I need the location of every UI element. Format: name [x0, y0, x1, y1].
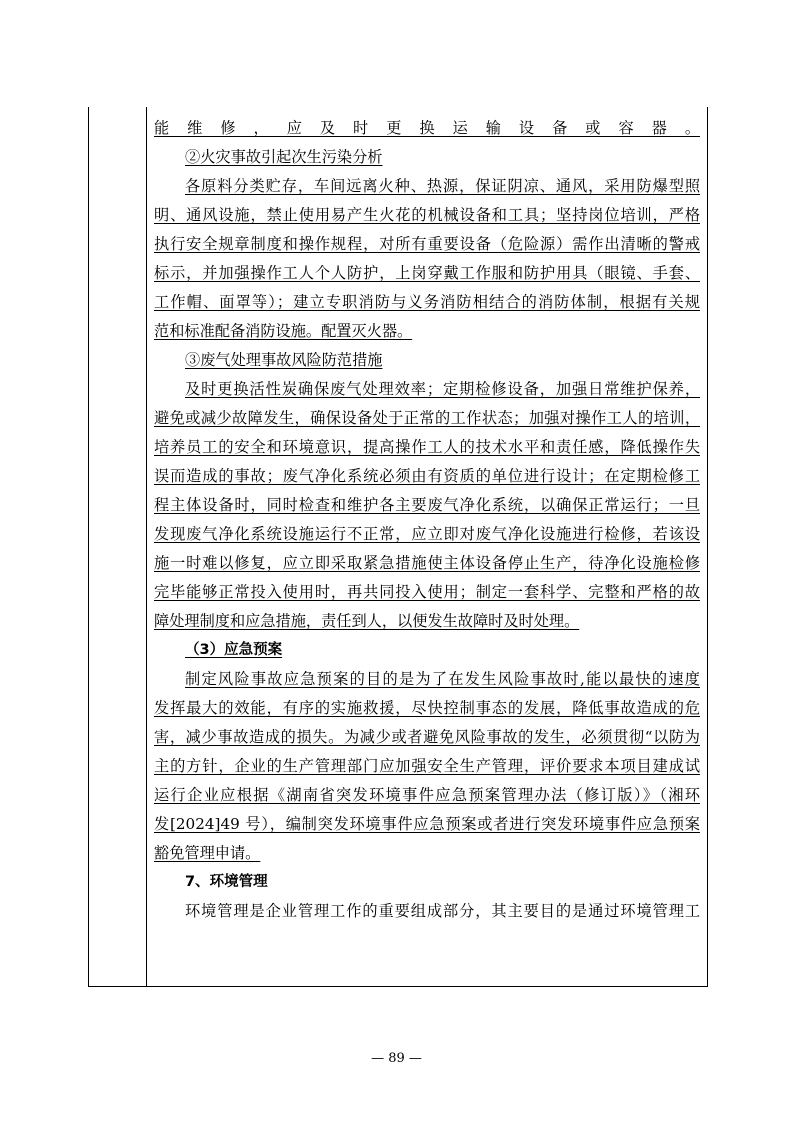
text-line: 发[2024]49 号），编制突发环境事件应急预案或者进行突发环境事件应急预案: [154, 815, 700, 833]
text-line: 误而造成的事故；废气净化系统必须由有资质的单位进行设计；在定期检修工: [154, 467, 700, 485]
text-line: 施一时难以修复，应立即采取紧急措施使主体设备停止生产，待净化设施检修: [154, 554, 700, 572]
text-line: 明、通风设施，禁止使用易产生火花的机械设备和工具；坚持岗位培训，严格: [154, 206, 700, 224]
text-line: 主的方针，企业的生产管理部门应加强安全生产管理，评价要求本项目建成试: [154, 757, 700, 775]
page-number: — 89 —: [371, 1051, 422, 1066]
text-line: 及时更换活性炭确保废气处理效率；定期检修设备，加强日常维护保养，: [185, 380, 700, 398]
text-line: 发现废气净化系统设施运行不正常，应立即对废气净化设施进行检修，若该设: [154, 525, 700, 543]
text-line: 能维修，应及时更换运输设备或容器。: [154, 119, 700, 137]
text-line: 培养员工的安全和环境意识，提高操作工人的技术水平和责任感，降低操作失: [154, 438, 700, 456]
text-line: 豁免管理申请。: [154, 844, 261, 862]
text-line: 发挥最大的效能，有序的实施救援，尽快控制事态的发展，降低事故造成的危: [154, 699, 700, 717]
text-line: 避免或减少故障发生，确保设备处于正常的工作状态；加强对操作工人的培训，: [154, 409, 700, 427]
text-line: 完毕能够正常投入使用时，再共同投入使用；制定一套科学、完整和严格的故: [154, 583, 700, 601]
text-line: 环境管理是企业管理工作的重要组成部分，其主要目的是通过环境管理工: [185, 902, 700, 920]
text-line: ②火灾事故引起次生污染分析: [185, 148, 383, 166]
text-line: 执行安全规章制度和操作规程，对所有重要设备（危险源）需作出清晰的警戒: [154, 235, 700, 253]
text-line: 标示，并加强操作工人个人防护，上岗穿戴工作服和防护用具（眼镜、手套、: [154, 264, 700, 282]
text-line: 运行企业应根据《湖南省突发环境事件应急预案管理办法（修订版）》（湘环: [154, 786, 700, 804]
table-left-column: [89, 107, 147, 986]
text-line: 制定风险事故应急预案的目的是为了在发生风险事故时,能以最快的速度: [185, 670, 700, 688]
text-line: 工作帽、面罩等）；建立专职消防与义务消防相结合的消防体制，根据有关规: [154, 293, 700, 311]
text-line: ③废气处理事故风险防范措施: [185, 351, 383, 369]
text-line: 各原料分类贮存，车间远离火种、热源，保证阴凉、通风，采用防爆型照: [185, 177, 700, 195]
text-line: 程主体设备时，同时检查和维护各主要废气净化系统，以确保正常运行；一旦: [154, 496, 700, 514]
text-line: 范和标准配备消防设施。配置灭火器。: [154, 322, 413, 340]
text-line: 障处理制度和应急措施，责任到人，以便发生故障时及时处理。: [154, 612, 580, 630]
section-heading: （3）应急预案: [185, 642, 283, 658]
text-line: 害，减少事故造成的损失。为减少或者避免风险事故的发生，必须贯彻“以防为: [154, 728, 700, 746]
section-heading: 7、环境管理: [185, 874, 268, 890]
